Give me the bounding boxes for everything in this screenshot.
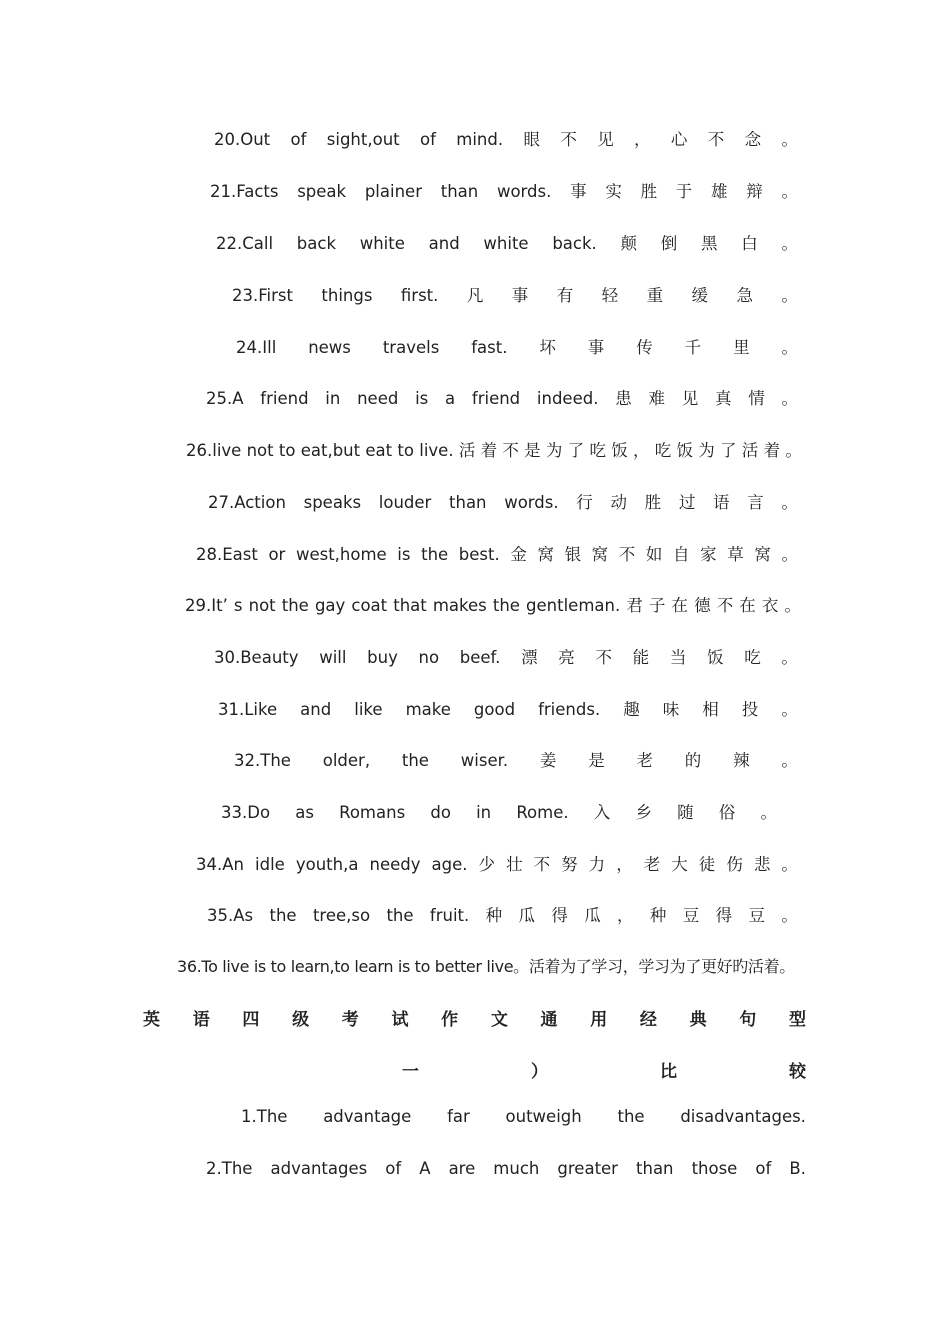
text-token: 瓜 xyxy=(518,906,535,925)
text-token: are xyxy=(448,1159,476,1178)
text-token: 着 xyxy=(480,441,498,460)
proverb-line xyxy=(186,437,802,461)
proverb-line xyxy=(232,282,798,306)
text-token: 。 xyxy=(781,545,798,564)
text-token: 窝 xyxy=(591,545,609,564)
text-token: 漂 xyxy=(521,648,538,667)
proverb-line xyxy=(214,644,798,668)
text-token: gay xyxy=(314,596,346,615)
text-token: good xyxy=(473,700,516,719)
text-token: 君 xyxy=(626,596,643,615)
text-token: ， xyxy=(634,130,651,149)
text-token: 30.Beauty xyxy=(214,648,299,667)
text-token: live. xyxy=(419,441,454,460)
text-token: 胜 xyxy=(644,493,662,512)
text-token: 28.East xyxy=(196,545,258,564)
text-token: ， xyxy=(616,855,633,874)
text-token: 是 xyxy=(524,441,541,460)
text-token: 语 xyxy=(192,1010,210,1030)
text-token: best. xyxy=(458,545,500,564)
text-token: 事 xyxy=(511,286,529,305)
text-token: 自 xyxy=(673,545,690,564)
text-token: 见 xyxy=(681,389,699,408)
text-token: 德 xyxy=(694,596,711,615)
text-token: of xyxy=(290,130,307,149)
proverb-line xyxy=(210,178,798,202)
text-token: 念 xyxy=(744,130,762,149)
text-token: 29.It’ xyxy=(185,596,228,615)
text-token: 事 xyxy=(587,338,605,357)
text-token: back xyxy=(296,234,336,253)
text-token: 型 xyxy=(788,1010,806,1030)
text-token: tree,so xyxy=(312,906,371,925)
text-token: wiser. xyxy=(460,751,509,770)
text-token: than xyxy=(440,182,479,201)
text-token: friends. xyxy=(538,700,601,719)
text-token: 雄 xyxy=(711,182,728,201)
text-token: 吃 xyxy=(654,441,672,460)
text-token: 用 xyxy=(590,1010,608,1030)
text-token: B. xyxy=(789,1159,806,1178)
text-token: 难 xyxy=(648,389,665,408)
text-token: 一 xyxy=(402,1062,419,1082)
text-token: 事 xyxy=(570,182,587,201)
text-token: 草 xyxy=(727,545,744,564)
text-token: 20.Out xyxy=(214,130,271,149)
proverb-line xyxy=(207,902,798,926)
proverb-line xyxy=(221,799,777,823)
text-token: 。 xyxy=(784,596,801,615)
text-token: 不 xyxy=(502,441,519,460)
text-token: 于 xyxy=(675,182,693,201)
text-token: ） xyxy=(531,1062,548,1082)
text-token: 相 xyxy=(702,700,719,719)
text-token: sight,out xyxy=(326,130,400,149)
text-token: 级 xyxy=(292,1010,310,1030)
text-token: much xyxy=(493,1159,540,1178)
text-token: 作 xyxy=(441,1010,459,1030)
text-token: friend xyxy=(471,389,521,408)
text-token: of xyxy=(420,130,436,149)
text-token: 重 xyxy=(646,286,664,305)
text-token: 。 xyxy=(781,648,798,667)
text-token: the xyxy=(492,596,520,615)
text-token: 。 xyxy=(781,338,798,357)
text-token: 饭 xyxy=(676,441,693,460)
text-token: 典 xyxy=(689,1010,707,1030)
text-token: 坏 xyxy=(539,338,556,357)
text-token: speak xyxy=(297,182,347,201)
text-token: than xyxy=(636,1159,674,1178)
text-token: 考 xyxy=(341,1010,359,1030)
text-token: 不 xyxy=(716,596,734,615)
text-token: 1.The xyxy=(241,1107,288,1126)
text-token: 句 xyxy=(739,1010,757,1030)
text-token: the xyxy=(269,906,297,925)
text-token: 徒 xyxy=(698,855,716,874)
text-token: friend xyxy=(260,389,309,408)
text-token: 入 xyxy=(593,803,611,822)
text-token: make xyxy=(405,700,451,719)
text-token: s xyxy=(233,596,243,615)
text-token: 英 xyxy=(143,1010,160,1030)
text-token: 是 xyxy=(588,751,605,770)
text-token: back. xyxy=(552,234,597,253)
text-token: 。 xyxy=(781,234,798,253)
text-token: 老 xyxy=(636,751,653,770)
text-token: 活 xyxy=(741,441,759,460)
text-token: and xyxy=(300,700,332,719)
text-token: 着 xyxy=(763,441,781,460)
proverb-line xyxy=(208,489,798,513)
text-token: 金 xyxy=(510,545,527,564)
text-token: 经 xyxy=(639,1010,657,1030)
text-token: 。 xyxy=(781,389,798,408)
text-token: things xyxy=(321,286,373,305)
text-token: 。 xyxy=(781,855,798,874)
text-token: 随 xyxy=(677,803,694,822)
text-token: needy xyxy=(369,855,421,874)
text-token: buy xyxy=(367,648,398,667)
text-token: advantage xyxy=(323,1107,412,1126)
text-token: 豆 xyxy=(748,906,765,925)
text-token: 趣 xyxy=(623,700,640,719)
sentence-line xyxy=(241,1107,806,1126)
text-token: 患 xyxy=(615,389,632,408)
text-token: coat xyxy=(351,596,388,615)
proverb-line xyxy=(218,696,798,720)
proverb-line xyxy=(216,230,798,254)
text-token: 味 xyxy=(662,700,680,719)
text-token: news xyxy=(308,338,351,357)
text-token: 银 xyxy=(564,545,582,564)
text-token: of xyxy=(385,1159,402,1178)
proverb-line xyxy=(177,954,809,977)
proverb-line xyxy=(206,385,798,409)
text-token: 心 xyxy=(670,130,688,149)
text-token: 在 xyxy=(739,596,756,615)
text-token: no xyxy=(418,648,440,667)
text-token: 36.To live is to learn,to learn is to better live。活着为了学习，学习为了更好旳活着。 xyxy=(177,957,795,976)
text-token: in xyxy=(476,803,492,822)
text-token: as xyxy=(295,803,314,822)
text-token: 千 xyxy=(684,338,702,357)
text-token: those xyxy=(691,1159,738,1178)
text-token: 文 xyxy=(490,1010,508,1030)
text-token: 种 xyxy=(649,906,667,925)
text-token: 真 xyxy=(714,389,732,408)
text-token: like xyxy=(354,700,383,719)
text-token: 得 xyxy=(551,906,568,925)
text-token: first. xyxy=(400,286,439,305)
text-token: 白 xyxy=(741,234,758,253)
text-token: will xyxy=(319,648,347,667)
text-token: need xyxy=(357,389,399,408)
text-token: eat xyxy=(365,441,393,460)
text-token: 凡 xyxy=(466,286,484,305)
text-token: 34.An xyxy=(196,855,244,874)
text-token: outweigh xyxy=(505,1107,582,1126)
text-token: gentleman. xyxy=(526,596,621,615)
text-token: fruit. xyxy=(429,906,470,925)
text-token: 少 xyxy=(478,855,496,874)
text-token: 如 xyxy=(645,545,663,564)
text-token: 。 xyxy=(781,906,798,925)
text-token: of xyxy=(755,1159,772,1178)
proverb-line xyxy=(234,747,798,771)
text-token: 24.Ill xyxy=(236,338,277,357)
text-token: 俗 xyxy=(718,803,736,822)
text-token: Romans xyxy=(339,803,406,822)
text-token: speaks xyxy=(303,493,362,512)
text-token: 传 xyxy=(636,338,653,357)
text-token: 。 xyxy=(781,751,798,770)
text-token: the xyxy=(617,1107,645,1126)
text-token: white xyxy=(359,234,405,253)
section-title xyxy=(143,1005,806,1030)
text-token: 能 xyxy=(632,648,650,667)
text-token: 22.Call xyxy=(216,234,274,253)
text-token: the xyxy=(401,751,429,770)
text-token: the xyxy=(386,906,414,925)
text-token: 得 xyxy=(715,906,733,925)
text-token: 。 xyxy=(781,182,798,201)
text-token: 活 xyxy=(458,441,476,460)
text-token: 亮 xyxy=(558,648,575,667)
text-token: travels xyxy=(382,338,440,357)
text-token: 辣 xyxy=(733,751,750,770)
text-token: 。 xyxy=(781,700,798,719)
text-token: 力 xyxy=(588,855,606,874)
text-token: to xyxy=(278,441,296,460)
text-token: 在 xyxy=(671,596,688,615)
text-token: ， xyxy=(632,441,650,460)
text-token: 2.The xyxy=(206,1159,253,1178)
text-token: 31.Like xyxy=(218,700,278,719)
text-token: idle xyxy=(255,855,285,874)
text-token: 老 xyxy=(643,855,661,874)
sentence-line xyxy=(206,1159,806,1178)
text-token: 32.The xyxy=(234,751,291,770)
text-token: 投 xyxy=(741,700,759,719)
text-token: 语 xyxy=(713,493,730,512)
text-token: youth,a xyxy=(295,855,359,874)
text-token: words. xyxy=(496,182,552,201)
proverb-line xyxy=(236,334,798,358)
text-token: to xyxy=(397,441,414,460)
text-token: is xyxy=(415,389,429,408)
text-token: 27.Action xyxy=(208,493,286,512)
text-token: 子 xyxy=(648,596,666,615)
text-token: 。 xyxy=(785,441,802,460)
text-token: older, xyxy=(322,751,371,770)
text-token: 。 xyxy=(781,493,798,512)
text-token: 缓 xyxy=(691,286,709,305)
text-token: 为 xyxy=(698,441,715,460)
proverb-line xyxy=(196,851,798,875)
text-token: 不 xyxy=(618,545,636,564)
text-token: 倒 xyxy=(660,234,678,253)
text-token: 有 xyxy=(556,286,574,305)
text-token: 了 xyxy=(567,441,585,460)
text-token: fast. xyxy=(471,338,508,357)
text-token: 窝 xyxy=(754,545,771,564)
text-token: age. xyxy=(431,855,468,874)
text-token: mind. xyxy=(456,130,504,149)
text-token: 饭 xyxy=(707,648,724,667)
text-token: 言 xyxy=(747,493,764,512)
proverb-line xyxy=(185,592,801,616)
text-token: that xyxy=(393,596,427,615)
text-token: 不 xyxy=(560,130,577,149)
text-token: louder xyxy=(378,493,432,512)
text-token: 家 xyxy=(700,545,717,564)
text-token: 伤 xyxy=(726,855,743,874)
text-token: and xyxy=(428,234,460,253)
text-token: not xyxy=(246,441,274,460)
text-token: 通 xyxy=(540,1010,558,1030)
proverb-line xyxy=(196,541,798,565)
text-token: 胜 xyxy=(640,182,658,201)
text-token: 壮 xyxy=(506,855,523,874)
text-token: 较 xyxy=(789,1062,806,1082)
text-token: ， xyxy=(617,906,634,925)
text-token: 不 xyxy=(533,855,551,874)
text-token: 衣 xyxy=(761,596,779,615)
text-token: 过 xyxy=(678,493,696,512)
text-token: 种 xyxy=(485,906,503,925)
proverb-line xyxy=(214,126,798,150)
text-token: white xyxy=(483,234,529,253)
text-token: 试 xyxy=(391,1010,409,1030)
text-token: 黑 xyxy=(701,234,718,253)
text-token: 辩 xyxy=(746,182,763,201)
text-token: 为 xyxy=(545,441,563,460)
text-token: 不 xyxy=(595,648,612,667)
text-token: 实 xyxy=(605,182,622,201)
text-token: 23.First xyxy=(232,286,293,305)
text-token: 。 xyxy=(781,286,798,305)
text-token: 大 xyxy=(671,855,688,874)
text-token: eat,but xyxy=(300,441,361,460)
text-token: 颠 xyxy=(620,234,638,253)
text-token: advantages xyxy=(270,1159,368,1178)
text-token: 比 xyxy=(660,1062,677,1082)
text-token: beef. xyxy=(459,648,501,667)
text-token: 25.A xyxy=(206,389,244,408)
text-token: in xyxy=(325,389,341,408)
text-token: 情 xyxy=(748,389,765,408)
text-token: 四 xyxy=(242,1010,260,1030)
text-token: 。 xyxy=(760,803,777,822)
text-token: 努 xyxy=(561,855,578,874)
text-token: 吃 xyxy=(589,441,606,460)
text-token: 行 xyxy=(576,493,593,512)
text-token: 了 xyxy=(720,441,737,460)
text-token: 窝 xyxy=(537,545,554,564)
text-token: 动 xyxy=(610,493,627,512)
text-token: far xyxy=(447,1107,470,1126)
text-token: 当 xyxy=(669,648,687,667)
text-token: 26.live xyxy=(186,441,242,460)
text-token: 里 xyxy=(733,338,750,357)
text-token: the xyxy=(281,596,309,615)
text-token: or xyxy=(268,545,286,564)
text-token: 乡 xyxy=(635,803,652,822)
text-token: 35.As xyxy=(207,906,254,925)
text-token: 吃 xyxy=(744,648,761,667)
text-token: 悲 xyxy=(753,855,771,874)
text-token: 的 xyxy=(684,751,702,770)
text-token: a xyxy=(445,389,456,408)
text-token: words. xyxy=(504,493,559,512)
text-token: 急 xyxy=(736,286,753,305)
text-token: disadvantages. xyxy=(680,1107,806,1126)
text-token: makes xyxy=(432,596,487,615)
text-token: 瓜 xyxy=(584,906,601,925)
text-token: 21.Facts xyxy=(210,182,279,201)
text-token: Rome. xyxy=(516,803,569,822)
text-token: 。 xyxy=(781,130,798,149)
text-token: than xyxy=(449,493,487,512)
text-token: 轻 xyxy=(601,286,619,305)
text-token: 不 xyxy=(707,130,725,149)
section-subtitle xyxy=(402,1057,806,1082)
text-token: greater xyxy=(557,1159,618,1178)
text-token: 饭 xyxy=(611,441,628,460)
text-token: west,home xyxy=(295,545,387,564)
text-token: 33.Do xyxy=(221,803,271,822)
text-token: indeed. xyxy=(536,389,599,408)
text-token: do xyxy=(430,803,451,822)
text-token: 豆 xyxy=(682,906,700,925)
text-token: plainer xyxy=(364,182,422,201)
text-token: A xyxy=(419,1159,431,1178)
text-token: the xyxy=(421,545,449,564)
text-token: not xyxy=(248,596,276,615)
text-token: 姜 xyxy=(539,751,557,770)
text-token: 眼 xyxy=(523,130,540,149)
text-token: is xyxy=(397,545,411,564)
text-token: 见 xyxy=(597,130,614,149)
